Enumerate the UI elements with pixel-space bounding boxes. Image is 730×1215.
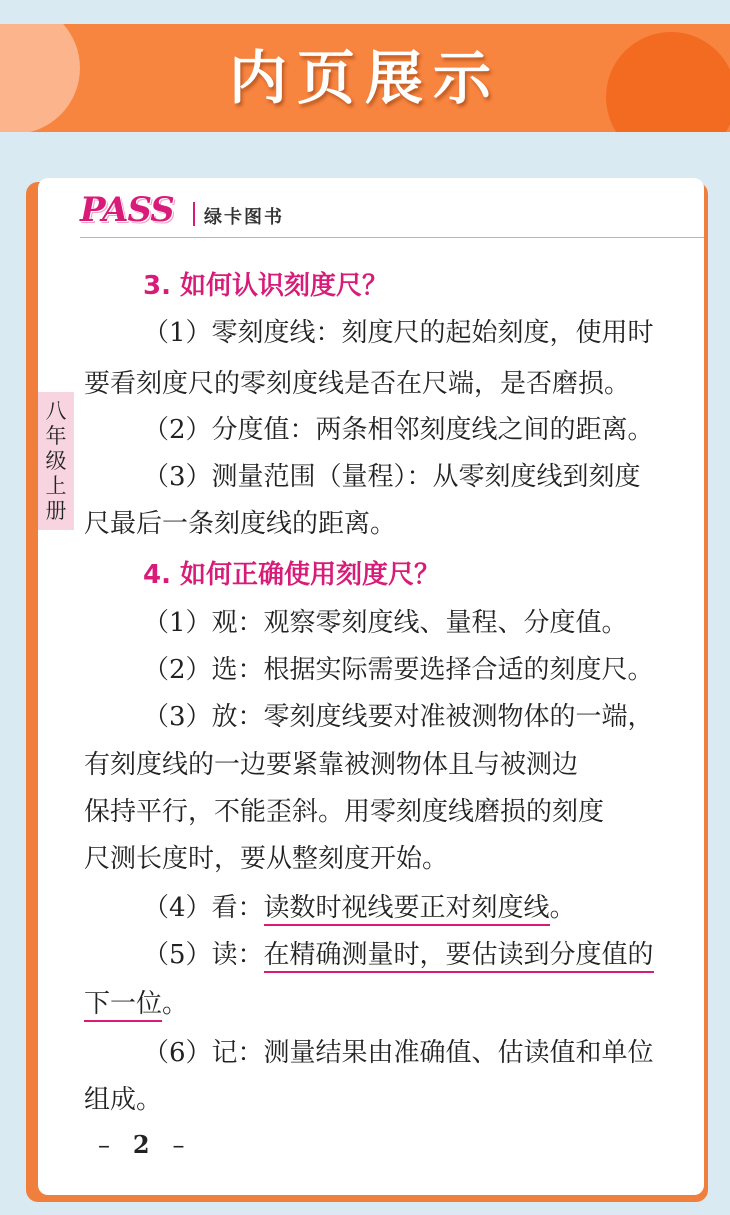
underlined-key-point: 读数时视线要正对刻度线 xyxy=(264,893,550,926)
banner-title: 内页展示 xyxy=(228,44,501,112)
paragraph-line: （3）放：零刻度线要对准被测物体的一端， xyxy=(143,702,654,732)
punctuation: 。 xyxy=(162,989,189,1019)
paragraph-line-4 xyxy=(143,888,723,928)
banner xyxy=(0,24,730,132)
underlined-key-point: 下一位 xyxy=(84,989,162,1022)
paragraph-line-5 xyxy=(143,935,723,975)
side-tab-char: 年 xyxy=(45,423,67,448)
page-dash: – xyxy=(172,1131,185,1159)
side-tab-char: 上 xyxy=(45,473,67,498)
page-number xyxy=(98,1125,198,1165)
paragraph-line: （1）观：观察零刻度线、量程、分度值。 xyxy=(143,608,628,638)
underlined-key-point: 在精确测量时，要估读到分度值的 xyxy=(264,940,654,973)
logo-separator xyxy=(193,202,195,226)
section-heading-3: 3. 如何认识刻度尺？ xyxy=(143,271,389,301)
paragraph-line: （3）测量范围（量程）：从零刻度线到刻度 xyxy=(143,462,641,492)
header-divider xyxy=(80,237,704,238)
section-heading-4: 4. 如何正确使用刻度尺？ xyxy=(143,560,441,590)
page-dash: – xyxy=(98,1131,110,1159)
paragraph-line: （2）分度值：两条相邻刻度线之间的距离。 xyxy=(143,415,654,445)
paragraph-line: 有刻度线的一边要紧靠被测物体且与被测边 xyxy=(84,750,579,780)
page-number-value: 2 xyxy=(132,1130,150,1159)
paragraph-line: 尺测长度时，要从整刻度开始。 xyxy=(84,844,449,874)
brand-name: 绿卡图书 xyxy=(204,207,284,228)
side-tab-char: 八 xyxy=(45,398,67,423)
paragraph-line: （6）记：测量结果由准确值、估读值和单位 xyxy=(143,1038,654,1068)
paragraph-line: 组成。 xyxy=(84,1085,163,1115)
pass-logo: PASS xyxy=(80,190,174,230)
paragraph-line: （1）零刻度线：刻度尺的起始刻度，使用时 xyxy=(143,318,654,348)
item-label: （4）看： xyxy=(143,893,264,923)
punctuation: 。 xyxy=(549,893,576,923)
paragraph-line: 保持平行，不能歪斜。用零刻度线磨损的刻度 xyxy=(84,797,605,827)
paragraph-line: 尺最后一条刻度线的距离。 xyxy=(84,509,397,539)
paragraph-line: （2）选：根据实际需要选择合适的刻度尺。 xyxy=(143,655,654,685)
side-tab-char: 册 xyxy=(45,498,67,523)
side-tab-char: 级 xyxy=(45,448,67,473)
paragraph-line-5-cont xyxy=(84,984,664,1024)
item-label: （5）读： xyxy=(143,940,264,970)
paragraph-line: 要看刻度尺的零刻度线是否在尺端，是否磨损。 xyxy=(84,369,631,399)
grade-side-tab xyxy=(38,392,74,530)
